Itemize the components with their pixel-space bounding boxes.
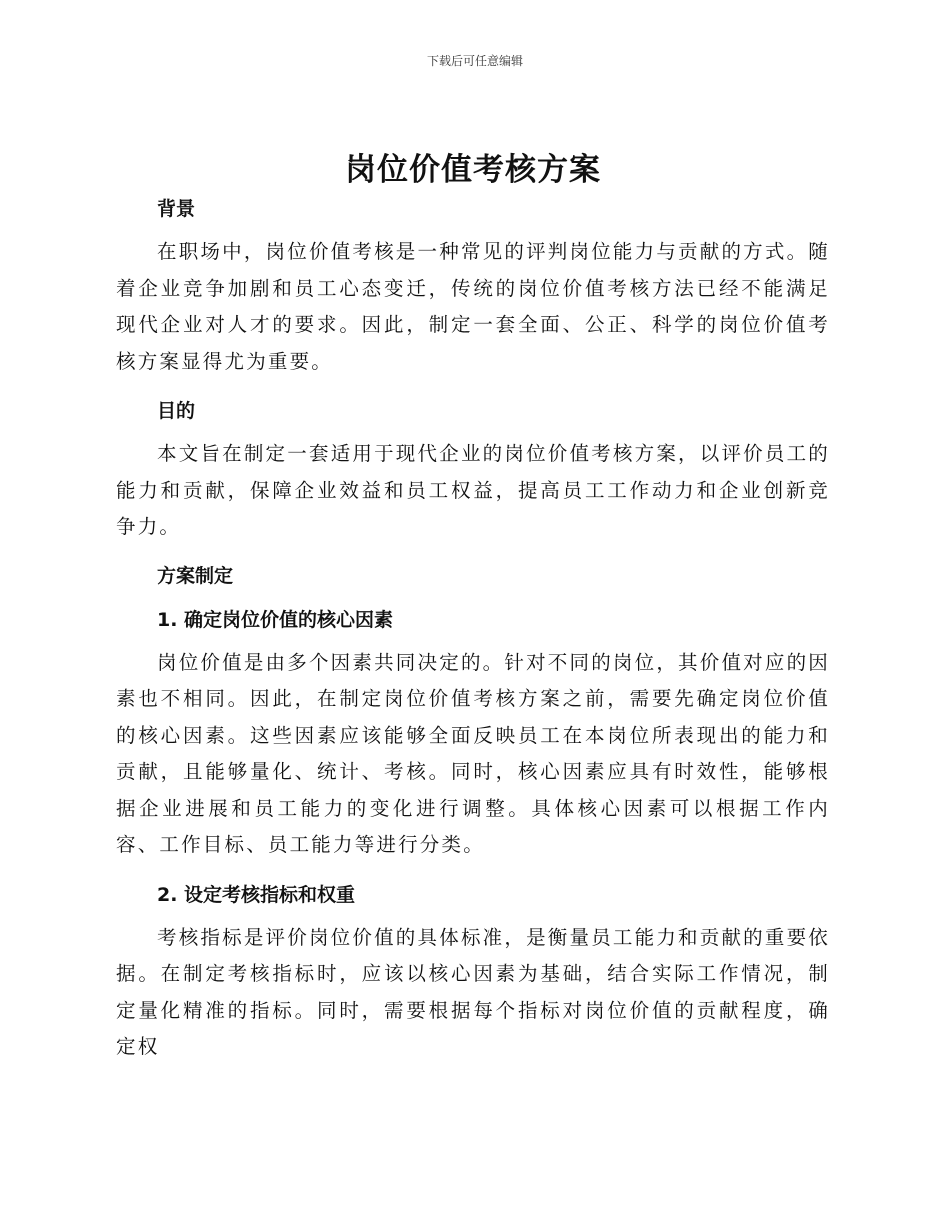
subsection-paragraph-indicators-weights: 考核指标是评价岗位价值的具体标准，是衡量员工能力和贡献的重要依据。在制定考核指标时，应该以核心因素为基础，结合实际工作情况，制定量化精准的指标。同时，需要根据每个指标对岗位价值的贡献程度，确定权 [116,925,830,1058]
document-title: 岗位价值考核方案 [345,152,601,188]
section-heading-background: 背景 [157,198,196,220]
subsection-heading-indicators-weights: 2. 设定考核指标和权重 [157,883,356,906]
page-header: 下载后可任意编辑 [426,54,523,68]
section-paragraph-purpose: 本文旨在制定一套适用于现代企业的岗位价值考核方案，以评价员工的能力和贡献，保障企业效益和员工权益，提高员工工作动力和企业创新竞争力。 [116,442,830,538]
section-heading-plan: 方案制定 [157,564,234,587]
subsection-paragraph-core-factors: 岗位价值是由多个因素共同决定的。针对不同的岗位，其价值对应的因素也不相同。因此，在制定岗位价值考核方案之前，需要先确定岗位价值的核心因素。这些因素应该能够全面反映员工在本岗位所表现出的能力和贡献，且能够量化、统计、考核。同时，核心因素应具有时效性，能够根据企业进展和员工能力的变化进行调整。具体核心因素可以根据工作内容、工作目标、员工能力等进行分类。 [116,650,830,856]
document-body [116,148,830,1066]
section-paragraph-background: 在职场中，岗位价值考核是一种常见的评判岗位能力与贡献的方式。随着企业竞争加剧和员工心态变迁，传统的岗位价值考核方法已经不能满足现代企业对人才的要求。因此，制定一套全面、公正、科学的岗位价值考核方案显得尤为重要。 [116,240,830,373]
section-heading-purpose: 目的 [157,400,196,422]
subsection-heading-core-factors: 1. 确定岗位价值的核心因素 [157,608,394,631]
